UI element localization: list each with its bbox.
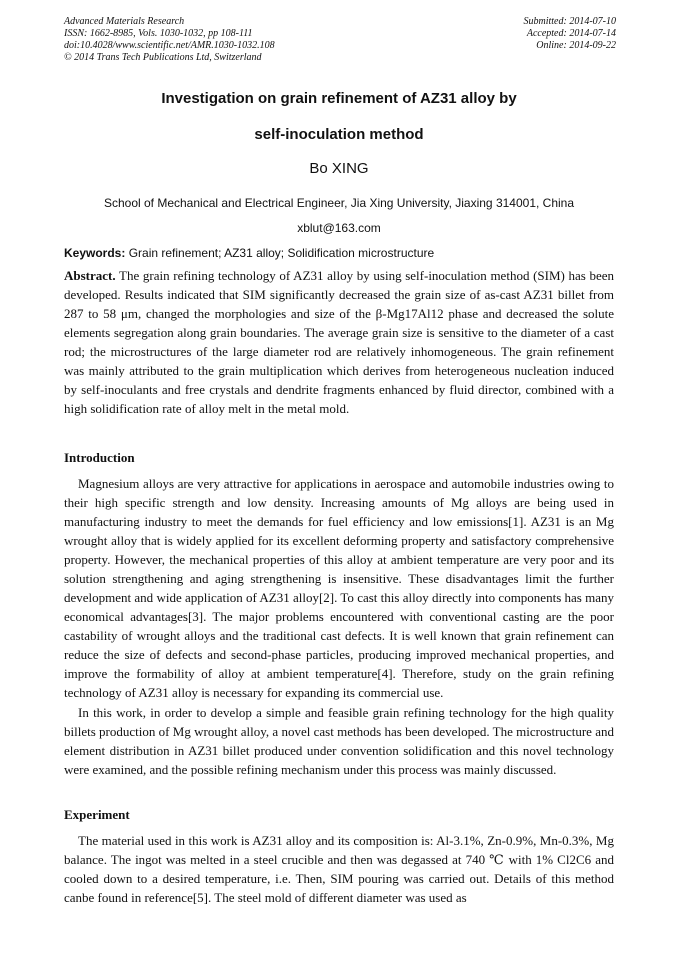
journal-issn: ISSN: 1662-8985, Vols. 1030-1032, pp 108-111 — [64, 28, 253, 39]
abstract-paragraph — [64, 266, 614, 418]
journal-copyright: © 2014 Trans Tech Publications Ltd, Switzerland — [64, 52, 262, 63]
journal-doi[interactable]: doi:10.4028/www.scientific.net/AMR.1030-1032.108 — [64, 40, 275, 51]
author-name: Bo XING — [309, 160, 369, 177]
paper-title-line-1: Investigation on grain refinement of AZ31 alloy by — [161, 90, 517, 107]
journal-header — [64, 16, 275, 64]
dates-header — [524, 16, 617, 52]
accepted-date: Accepted: 2014-07-14 — [526, 28, 616, 39]
author-affiliation: School of Mechanical and Electrical Engineer, Jia Xing University, Jiaxing 314001, China — [103, 196, 575, 210]
keywords-text: Grain refinement; AZ31 alloy; Solidification microstructure — [128, 246, 435, 260]
introduction-heading: Introduction — [64, 450, 135, 465]
keywords-line — [64, 246, 614, 260]
abstract-label: Abstract. — [64, 268, 116, 283]
submitted-date: Submitted: 2014-07-10 — [523, 16, 616, 27]
introduction-paragraph-1: Magnesium alloys are very attractive for applications in aerospace and automobile industries owing to their high specific strength and low density. Increasing amounts of Mg alloys are being used in manufacturing industry to meet the demands for fuel efficiency and low emissions[1]. AZ31 is an Mg wrought alloy that is widely applied for its excellent deforming property and satisfactory comprehensive property. However, the mechanical properties of this alloy at ambient temperature are very poor and its solution strengthening and aging strengthening is insensitive. These disadvantages limit the further development and wide application of AZ31 alloy[2]. To cast this alloy directly into components has many economical advantages[3]. The major problems encountered with conventional casting are the poor castability of wrought alloys and the traditional cast defects. It is well known that grain refinement can reduce the size of defects and second-phase particles, producing improved mechanical properties, and improve the formability of alloy at ambient temperature[4]. Therefore, study on the grain refining technology of AZ31 alloy is necessary for expanding its commercial use. — [64, 476, 614, 700]
experiment-heading: Experiment — [64, 807, 130, 822]
experiment-paragraph-1: The material used in this work is AZ31 alloy and its composition is: Al-3.1%, Zn-0.9%, Mn-0.3%, Mg balance. The ingot was melted in a steel crucible and then was degassed at 740 ℃ with 1% Cl2C6 and cooled down to a desired temperature, i.e. Then, SIM pouring was carried out. Details of this method canbe found in reference[5]. The steel mold of different diameter was used as — [64, 833, 614, 905]
paper-title-line-2: self-inoculation method — [254, 126, 424, 143]
author-email[interactable]: xblut@163.com — [297, 221, 381, 235]
introduction-paragraph-2: In this work, in order to develop a simple and feasible grain refining technology for the high quality billets production of Mg wrought alloy, a novel cast methods has been developed. The microstructure and element distribution in AZ31 billet produced under convention solidification and this novel technology were examined, and the possible refining mechanism under this process was mainly discussed. — [64, 705, 614, 777]
abstract-text: The grain refining technology of AZ31 alloy by using self-inoculation method (SIM) has been developed. Results indicated that SIM significantly decreased the grain size of as-cast AZ31 billet from 287 to 58 μm, changed the morphologies and size of the β-Mg17Al12 phase and decreased the solute elements segregation along grain boundaries. The average grain size is sensitive to the diameter of a cast rod; the microstructures of the large diameter rod are relatively inhomogeneous. The grain refinement was mainly attributed to the grain multiplication which derives from heterogeneous nucleation induced by self-inoculants and free crystals and dendrite fragments enhanced by fluid director, combined with a high solidification rate of alloy melt in the metal mold. — [64, 268, 614, 416]
keywords-label: Keywords: — [64, 246, 126, 260]
journal-name: Advanced Materials Research — [64, 16, 185, 27]
online-date: Online: 2014-09-22 — [536, 40, 616, 51]
